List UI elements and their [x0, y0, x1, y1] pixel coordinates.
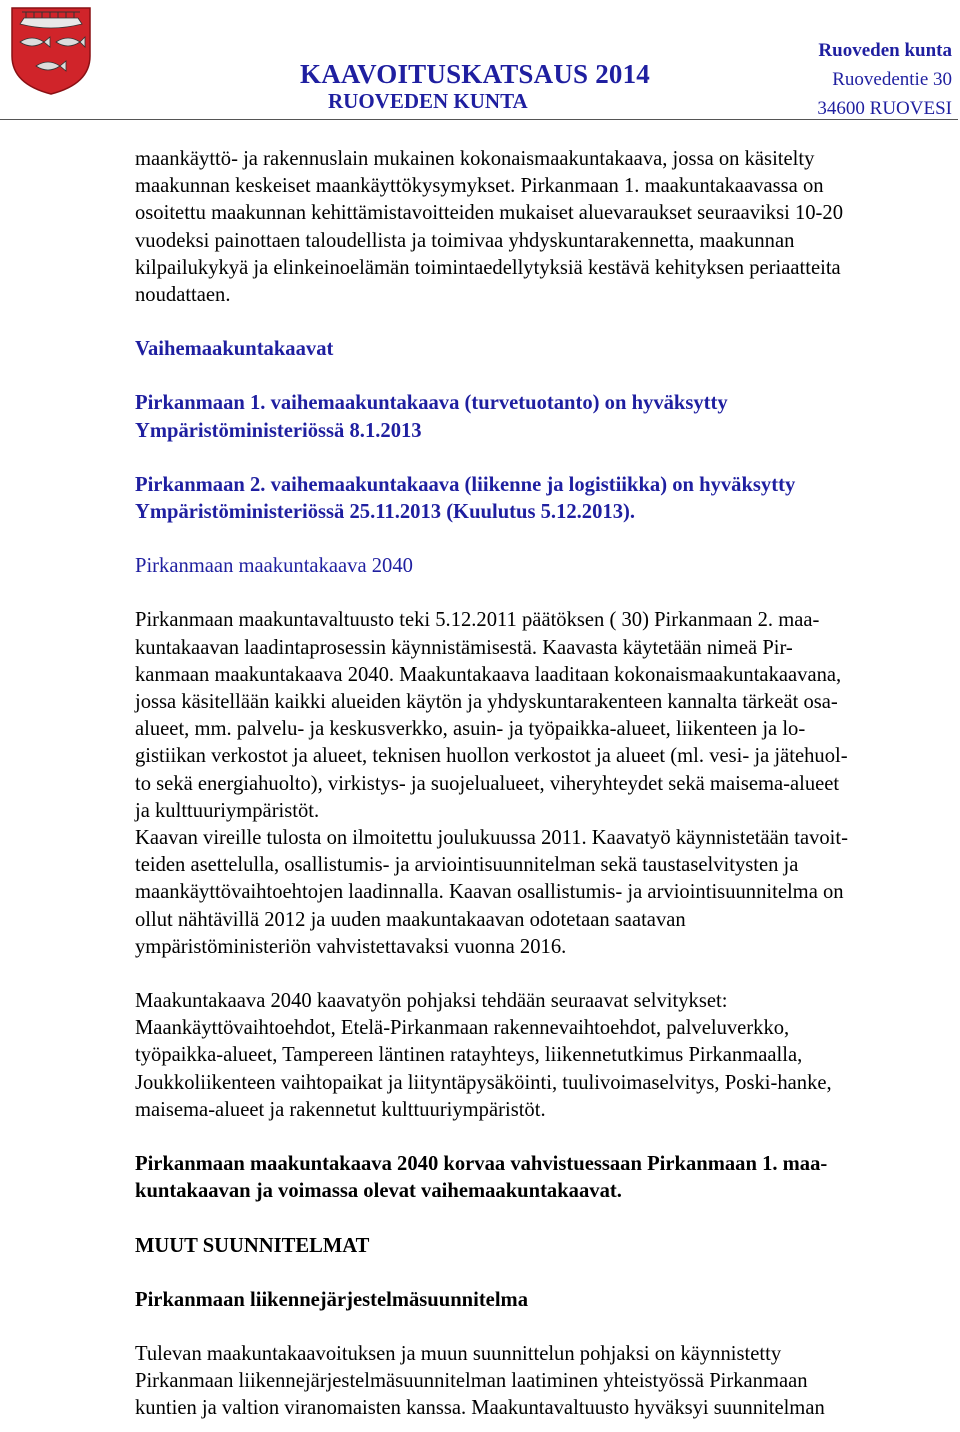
header-divider [0, 119, 958, 120]
text-line: jossa käsitellään kaikki alueiden käytön ja yhdyskuntarakenteen kannalta tärkeät osa- [135, 691, 838, 714]
document-body [135, 146, 945, 1423]
vaihemaakuntakaava-1-note [135, 390, 945, 444]
text-line: Joukkoliikenteen vaihtopaikat ja liityntäpysäköinti, tuulivoimaselvitys, Poski-hanke, [135, 1071, 832, 1094]
text-line: vuodeksi painottaen taloudellista ja toimivaa yhdyskuntarakennetta, maakunnan [135, 229, 795, 252]
organization-address [817, 36, 952, 123]
text-line: kuntakaavan laadintaprosessin käynnistämisestä. Kaavasta käytetään nimeä Pir- [135, 636, 793, 659]
text-line: kanmaan maakuntakaava 2040. Maakuntakaava laaditaan kokonaismaakuntakaavana, [135, 663, 842, 686]
text-line: Maakuntakaava 2040 kaavatyön pohjaksi tehdään seuraavat selvitykset: [135, 990, 728, 1013]
text-line: osoitettu maakunnan kehittämistavoitteiden mukaiset aluevaraukset seuraaviksi 10-20 [135, 202, 844, 225]
section-heading-maakuntakaava-2040: Pirkanmaan maakuntakaava 2040 [135, 555, 413, 578]
text-line: alueet, mm. palvelu- ja keskusverkko, asuin- ja työpaikka-alueet, liikenteen ja lo- [135, 718, 806, 741]
text-line: Pirkanmaan liikennejärjestelmäsuunnitelman laatiminen yhteistyössä Pirkanmaan [135, 1370, 808, 1393]
text-line: teiden asettelulla, osallistumis- ja arviointisuunnitelman sekä taustaselvitysten ja [135, 854, 799, 877]
korvaa-statement [135, 1151, 945, 1205]
text-line: to sekä energiahuolto), virkistys- ja suojelualueet, viheryhteydet sekä maisema-alueet [135, 772, 840, 795]
text-line: maankäyttövaihtoehtojen laadinnalla. Kaavan osallistumis- ja arviointisuunnitelma on [135, 881, 844, 904]
text-line: ja kulttuuriympäristöt. [135, 799, 320, 822]
coat-of-arms-icon [8, 4, 94, 96]
text-line: kuntien ja valtion viranomaisten kanssa. Maakuntavaltuusto hyväksyi suunnitelman [135, 1397, 825, 1420]
document-header [300, 58, 660, 114]
maakuntakaava-2040-paragraph [135, 607, 945, 961]
text-line: kuntakaavan ja voimassa olevat vaihemaakuntakaavat. [135, 1180, 622, 1203]
text-line: ollut nähtävillä 2012 ja uuden maakuntakaavan odotetaan saatavan [135, 908, 686, 931]
text-line: Tulevan maakuntakaavoituksen ja muun suunnittelun pohjaksi on käynnistetty [135, 1342, 782, 1365]
street-address: Ruovedentie 30 [832, 69, 952, 90]
text-line: ympäristöministeriön vahvistettavaksi vuonna 2016. [135, 935, 567, 958]
text-line: Pirkanmaan maakuntavaltuusto teki 5.12.2011 päätöksen ( 30) Pirkanmaan 2. maa- [135, 609, 820, 632]
text-line: Ympäristöministeriössä 8.1.2013 [135, 419, 422, 442]
subsection-heading-liikennejarjestelma: Pirkanmaan liikennejärjestelmäsuunnitelma [135, 1288, 529, 1311]
text-line: työpaikka-alueet, Tampereen läntinen ratayhteys, liikennetutkimus Pirkanmaalla, [135, 1044, 803, 1067]
selvitykset-paragraph [135, 988, 945, 1124]
text-line: gistiikan verkostot ja alueet, teknisen huollon verkostot ja alueet (ml. vesi- ja jätehuol- [135, 745, 848, 768]
liikenne-paragraph [135, 1341, 945, 1423]
intro-paragraph [135, 146, 945, 309]
text-line: maisema-alueet ja rakennetut kulttuuriympäristöt. [135, 1098, 546, 1121]
section-heading-vaihemaakuntakaavat: Vaihemaakuntakaavat [135, 338, 334, 361]
text-line: Pirkanmaan maakuntakaava 2040 korvaa vahvistuessaan Pirkanmaan 1. maa- [135, 1153, 828, 1176]
text-line: Pirkanmaan 1. vaihemaakuntakaava (turvetuotanto) on hyväksytty [135, 392, 728, 415]
section-heading-muut-suunnitelmat: MUUT SUUNNITELMAT [135, 1234, 370, 1257]
text-line: maankäyttö- ja rakennuslain mukainen kokonaismaakuntakaava, jossa on käsitelty [135, 148, 815, 170]
organization-name: Ruoveden kunta [818, 40, 952, 61]
text-line: Pirkanmaan 2. vaihemaakuntakaava (liikenne ja logistiikka) on hyväksytty [135, 473, 796, 496]
text-line: kilpailukykyä ja elinkeinoelämän toimintaedellytyksiä kestävä kehityksen periaatteita [135, 256, 841, 279]
document-title: KAAVOITUSKATSAUS 2014 [300, 59, 650, 89]
postal-address: 34600 RUOVESI [817, 98, 952, 119]
text-line: Kaavan vireille tulosta on ilmoitettu joulukuussa 2011. Kaavatyö käynnistetään tavoit- [135, 827, 848, 850]
document-subtitle: RUOVEDEN KUNTA [328, 89, 528, 113]
text-line: noudattaen. [135, 284, 231, 307]
vaihemaakuntakaava-2-note [135, 472, 945, 526]
text-line: maakunnan keskeiset maankäyttökysymykset. Pirkanmaan 1. maakuntakaavassa on [135, 175, 824, 198]
text-line: Maankäyttövaihtoehdot, Etelä-Pirkanmaan rakennevaihtoehdot, palveluverkko, [135, 1017, 790, 1040]
text-line: Ympäristöministeriössä 25.11.2013 (Kuulutus 5.12.2013). [135, 501, 636, 524]
